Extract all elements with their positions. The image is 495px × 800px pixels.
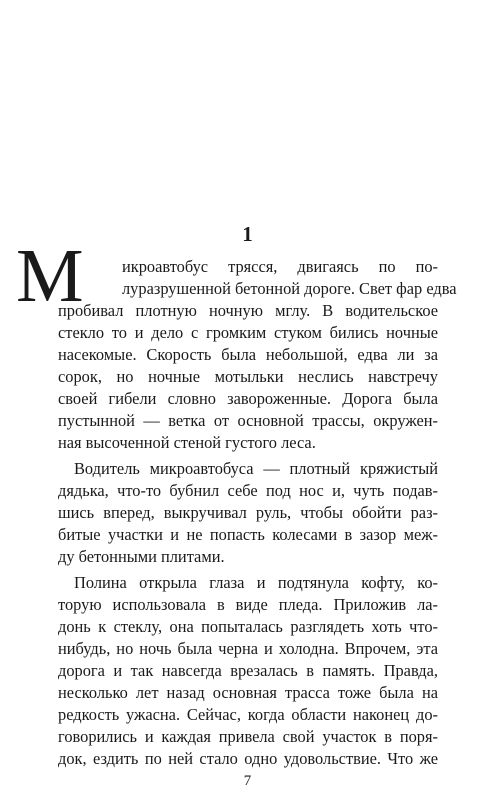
text-line: шись вперед, выкручивал руль, чтобы обойти раз- [58, 503, 438, 522]
text-line: Полина открыла глаза и подтянула кофту, ко- [74, 573, 438, 592]
text-line: торую использовала в виде пледа. Приложив ла- [58, 595, 438, 614]
text-line: стекло то и дело с громким стуком бились ночные [58, 323, 438, 342]
text-line: Водитель микроавтобуса — плотный кряжистый [74, 459, 438, 478]
text-line: дядька, что-то бубнил себе под нос и, чуть подав- [58, 481, 438, 500]
text-line: дорога и так навсегда врезалась в память. Правда, [58, 661, 438, 680]
text-line: ду бетонными плитами. [58, 547, 225, 566]
page-number: 7 [243, 773, 252, 789]
text-line: пустынной — ветка от основной трассы, окружен- [58, 411, 438, 430]
text-line: донь к стеклу, она попыталась разглядеть хоть что- [58, 617, 438, 636]
text-line: говорились и каждая привела свой участок в поря- [58, 727, 438, 746]
text-line: пробивал плотную ночную мглу. В водительское [58, 301, 438, 320]
text-line: док, ездить по ней стало одно удовольствие. Что же [58, 749, 438, 768]
text-line: редкость ужасна. Сейчас, когда области наконец до- [58, 705, 438, 724]
text-line: битые участки и не попасть колесами в зазор меж- [58, 525, 438, 544]
text-line: сорок, но ночные мотыльки неслись навстречу [58, 367, 438, 386]
drop-cap: М [16, 234, 84, 318]
text-line: икроавтобус трясся, двигаясь по по- [122, 257, 438, 276]
text-line: своей гибели словно завороженные. Дорога была [58, 389, 438, 408]
text-line: ная высоченной стеной густого леса. [58, 433, 316, 452]
text-line: луразрушенной бетонной дороге. Свет фар едва [122, 279, 457, 298]
text-line: нибудь, но ночь была черна и холодна. Впрочем, эта [58, 639, 438, 658]
text-line: насекомые. Скорость была небольшой, едва ли за [58, 345, 438, 364]
chapter-number: 1 [242, 222, 253, 246]
text-line: несколько лет назад основная трасса тоже была на [58, 683, 438, 702]
